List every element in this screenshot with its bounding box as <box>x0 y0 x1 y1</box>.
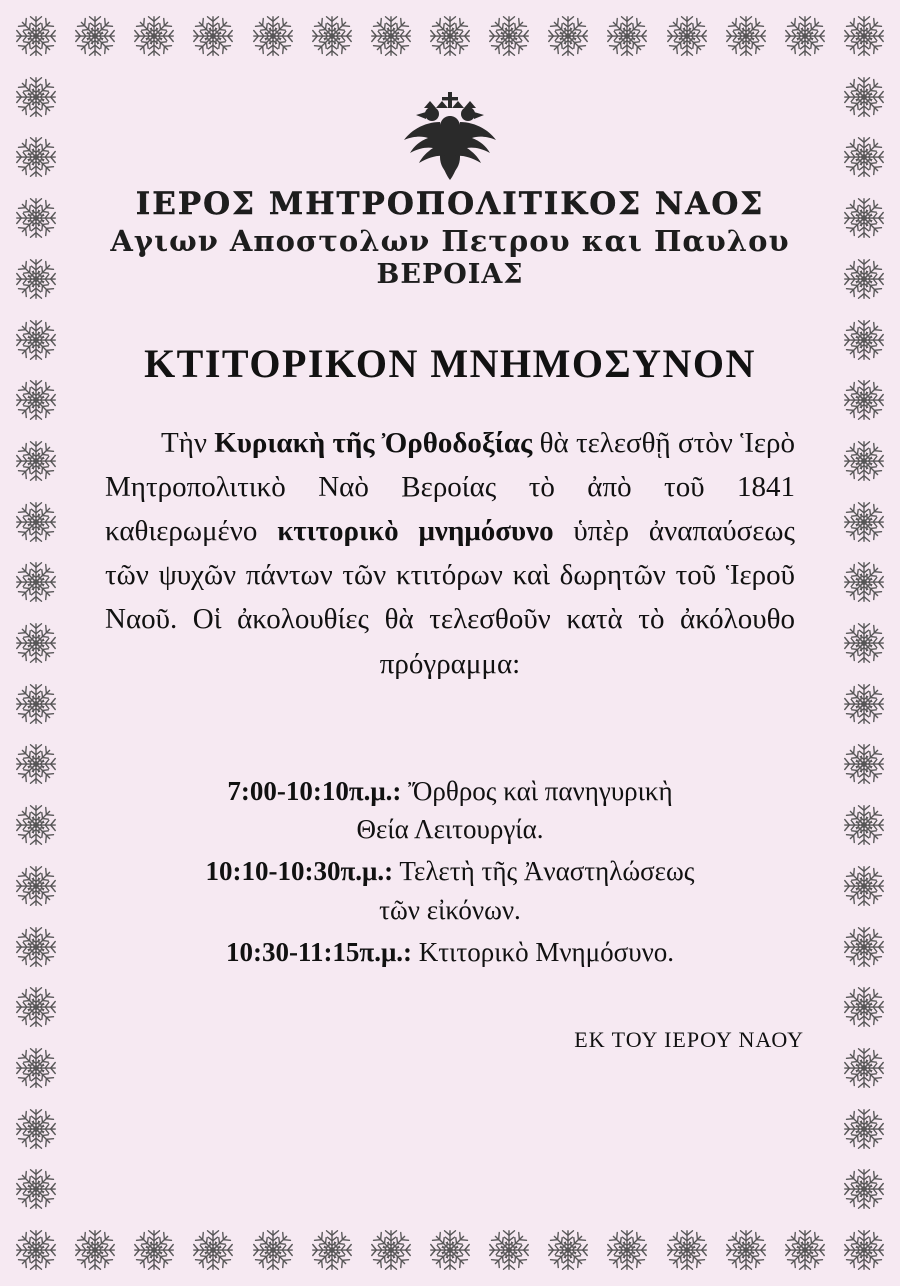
snowflake-icon <box>842 500 886 544</box>
church-header-line2: Αγιων Αποστολων Πετρου και Παυλου <box>110 223 790 258</box>
snowflake-icon <box>14 14 58 58</box>
snowflake-icon <box>842 318 886 362</box>
snowflake-icon <box>191 14 235 58</box>
snowflake-icon <box>14 864 58 908</box>
snowflake-icon <box>842 135 886 179</box>
body-bold-2: κτιτορικὸ μνημόσυνο <box>277 515 554 548</box>
body-part-3: ὑπὲρ ἀναπαύσεως τῶν ψυχῶν πάντων τῶν κτιτόρων καὶ δωρητῶν τοῦ Ἱεροῦ Ναοῦ. Οἱ ἀκολουθίες θὰ τελεσθοῦν κατὰ τὸ ἀκόλουθο πρόγραμμα: <box>105 515 796 680</box>
snowflake-icon <box>842 439 886 483</box>
snowflake-icon <box>73 14 117 58</box>
snowflake-icon <box>724 1228 768 1272</box>
schedule-list <box>100 772 800 972</box>
schedule-text: Ὄρθρος καὶ πανηγυρικὴ <box>401 775 673 806</box>
snowflake-icon <box>14 621 58 665</box>
snowflake-icon <box>842 75 886 119</box>
snowflake-icon <box>14 1046 58 1090</box>
snowflake-icon <box>73 1228 117 1272</box>
schedule-time: 10:30-11:15π.μ.: <box>225 936 413 967</box>
snowflake-icon <box>14 196 58 240</box>
body-bold-1: Κυριακὴ τῆς Ὀρθοδοξίας <box>214 427 533 460</box>
body-part-1: Τὴν <box>161 427 215 460</box>
snowflake-icon <box>665 1228 709 1272</box>
snowflake-icon <box>783 1228 827 1272</box>
schedule-time: 7:00-10:10π.μ.: <box>227 775 402 806</box>
schedule-text: Κτιτορικὸ Μνημόσυνο. <box>412 936 675 967</box>
snowflake-icon <box>842 378 886 422</box>
snowflake-icon <box>14 560 58 604</box>
snowflake-icon <box>546 14 590 58</box>
snowflake-icon <box>132 1228 176 1272</box>
church-header-line3: ΒΕΡΟΙΑΣ <box>376 259 524 291</box>
snowflake-icon <box>605 14 649 58</box>
body-paragraph <box>105 421 795 685</box>
snowflake-icon <box>14 318 58 362</box>
snowflake-icon <box>487 14 531 58</box>
page-title: ΚΤΙΤΟΡΙΚΟΝ ΜΝΗΜΟΣΥΝΟΝ <box>144 341 756 387</box>
snowflake-icon <box>14 257 58 301</box>
schedule-time: 10:10-10:30π.μ.: <box>205 856 394 887</box>
schedule-continuation: Θεία Λειτουργία. <box>356 813 544 844</box>
snowflake-icon <box>14 135 58 179</box>
church-header-line1: ΙΕΡΟΣ ΜΗΤΡΟΠΟΛΙΤΙΚΟΣ ΝΑΟΣ <box>135 186 765 222</box>
poster-content <box>72 62 828 1224</box>
snowflake-icon <box>842 1228 886 1272</box>
snowflake-icon <box>842 621 886 665</box>
snowflake-icon <box>14 1107 58 1151</box>
snowflake-icon <box>14 682 58 726</box>
snowflake-icon <box>310 14 354 58</box>
snowflake-icon <box>14 803 58 847</box>
snowflake-icon <box>724 14 768 58</box>
snowflake-icon <box>369 1228 413 1272</box>
snowflake-icon <box>14 925 58 969</box>
schedule-continuation: τῶν εἰκόνων. <box>379 894 521 925</box>
church-header <box>110 186 790 292</box>
snowflake-icon <box>842 14 886 58</box>
snowflake-icon <box>14 742 58 786</box>
snowflake-icon <box>14 75 58 119</box>
body-part-2: θὰ τελεσθῇ στὸν Ἱερὸ Μητροπολιτικὸ Ναὸ Βεροίας τὸ ἀπὸ τοῦ 1841 καθιερωμένο <box>105 427 795 548</box>
snowflake-icon <box>842 742 886 786</box>
snowflake-icon <box>14 500 58 544</box>
snowflake-icon <box>665 14 709 58</box>
snowflake-icon <box>191 1228 235 1272</box>
signature-line: ΕΚ ΤΟΥ ΙΕΡΟΥ ΝΑΟΥ <box>574 1027 804 1053</box>
snowflake-icon <box>842 1046 886 1090</box>
snowflake-icon <box>783 14 827 58</box>
snowflake-icon <box>842 257 886 301</box>
snowflake-icon <box>369 14 413 58</box>
snowflake-icon <box>605 1228 649 1272</box>
snowflake-icon <box>428 1228 472 1272</box>
snowflake-icon <box>842 560 886 604</box>
list-item <box>100 772 800 849</box>
snowflake-icon <box>14 378 58 422</box>
snowflake-icon <box>14 985 58 1029</box>
snowflake-icon <box>842 864 886 908</box>
snowflake-icon <box>132 14 176 58</box>
snowflake-icon <box>842 196 886 240</box>
snowflake-icon <box>14 1167 58 1211</box>
snowflake-icon <box>842 1107 886 1151</box>
snowflake-icon <box>487 1228 531 1272</box>
snowflake-icon <box>842 1167 886 1211</box>
snowflake-icon <box>546 1228 590 1272</box>
snowflake-icon <box>251 1228 295 1272</box>
snowflake-icon <box>310 1228 354 1272</box>
snowflake-icon <box>14 439 58 483</box>
snowflake-icon <box>842 985 886 1029</box>
snowflake-icon <box>428 14 472 58</box>
list-item <box>100 852 800 929</box>
double-headed-eagle-icon <box>390 90 510 180</box>
snowflake-icon <box>842 803 886 847</box>
snowflake-icon <box>842 682 886 726</box>
schedule-text: Τελετὴ τῆς Ἀναστηλώσεως <box>393 856 695 887</box>
list-item <box>100 933 800 971</box>
snowflake-icon <box>14 1228 58 1272</box>
snowflake-icon <box>251 14 295 58</box>
snowflake-icon <box>842 925 886 969</box>
